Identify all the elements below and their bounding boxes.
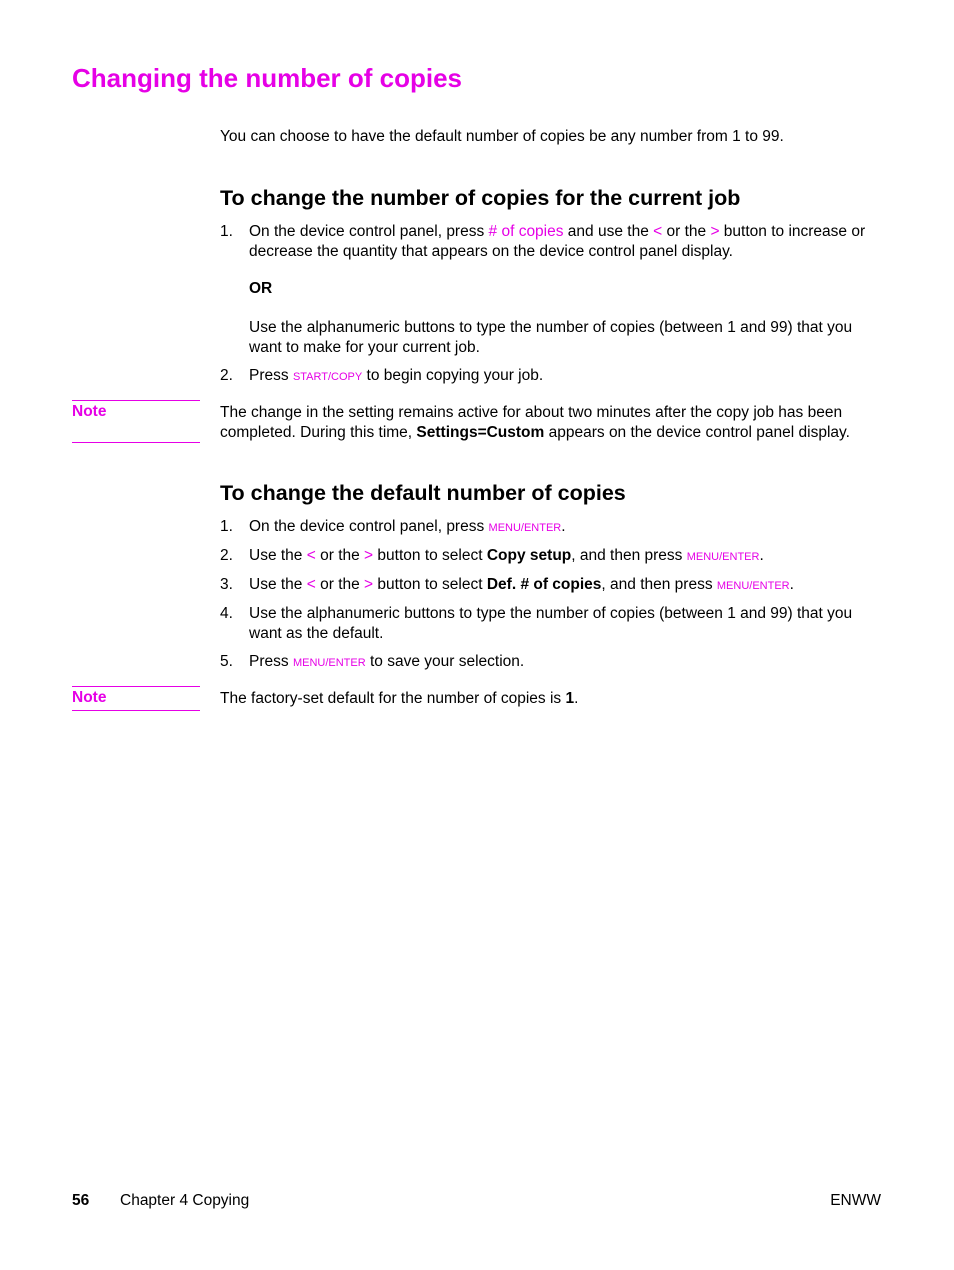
menu-enter-key: MENU/ENTER xyxy=(686,551,760,563)
menu-enter-key: MENU/ENTER xyxy=(716,580,790,592)
or-label: OR xyxy=(249,280,273,297)
list-number: 5. xyxy=(220,653,233,670)
left-arrow-key: < xyxy=(653,223,663,240)
list-text: Press START/COPY to begin copying your job. xyxy=(249,367,544,384)
section-heading-current-job: To change the number of copies for the current job xyxy=(220,186,741,210)
intro-paragraph: You can choose to have the default number of copies be any number from 1 to 99. xyxy=(220,128,784,145)
list-text: Press MENU/ENTER to save your selection. xyxy=(249,653,525,670)
right-arrow-key: > xyxy=(364,576,374,593)
copies-key: # of copies xyxy=(488,223,564,240)
footer-right: ENWW xyxy=(830,1192,881,1209)
note-label: Note xyxy=(72,686,200,711)
list-text: On the device control panel, press # of copies and use the < or the > button to increase or decrease the quantity that appears on the device control panel display. xyxy=(249,223,866,260)
list-number: 1. xyxy=(220,518,233,535)
section-heading-default-copies: To change the default number of copies xyxy=(220,481,626,505)
list-text: Use the < or the > button to select Copy setup, and then press MENU/ENTER. xyxy=(249,547,764,564)
left-arrow-key: < xyxy=(306,547,316,564)
list-text: On the device control panel, press MENU/ENTER. xyxy=(249,518,566,535)
menu-enter-key: MENU/ENTER xyxy=(292,657,366,669)
list-number: 1. xyxy=(220,223,233,240)
note-text: The factory-set default for the number of copies is 1. xyxy=(220,690,579,707)
right-arrow-key: > xyxy=(364,547,374,564)
right-arrow-key: > xyxy=(710,223,720,240)
start-copy-key: START/COPY xyxy=(292,371,363,383)
list-number: 2. xyxy=(220,547,233,564)
left-arrow-key: < xyxy=(306,576,316,593)
note-label: Note xyxy=(72,400,200,443)
list-number: 4. xyxy=(220,605,233,622)
page-number: 56 xyxy=(72,1192,90,1209)
menu-enter-key: MENU/ENTER xyxy=(488,522,562,534)
list-number: 3. xyxy=(220,576,233,593)
note-text: The change in the setting remains active for about two minutes after the copy job has been completed. During this time, Settings=Custom appears on the device control panel display. xyxy=(220,404,850,441)
page-title: Changing the number of copies xyxy=(72,63,463,93)
alternative-paragraph: Use the alphanumeric buttons to type the number of copies (between 1 and 99) that you want to make for your current job. xyxy=(249,319,853,356)
list-text: Use the < or the > button to select Def. # of copies, and then press MENU/ENTER. xyxy=(249,576,794,593)
list-number: 2. xyxy=(220,367,233,384)
list-text: Use the alphanumeric buttons to type the number of copies (between 1 and 99) that you want as the default. xyxy=(249,605,853,642)
chapter-footer: Chapter 4 Copying xyxy=(120,1192,250,1209)
